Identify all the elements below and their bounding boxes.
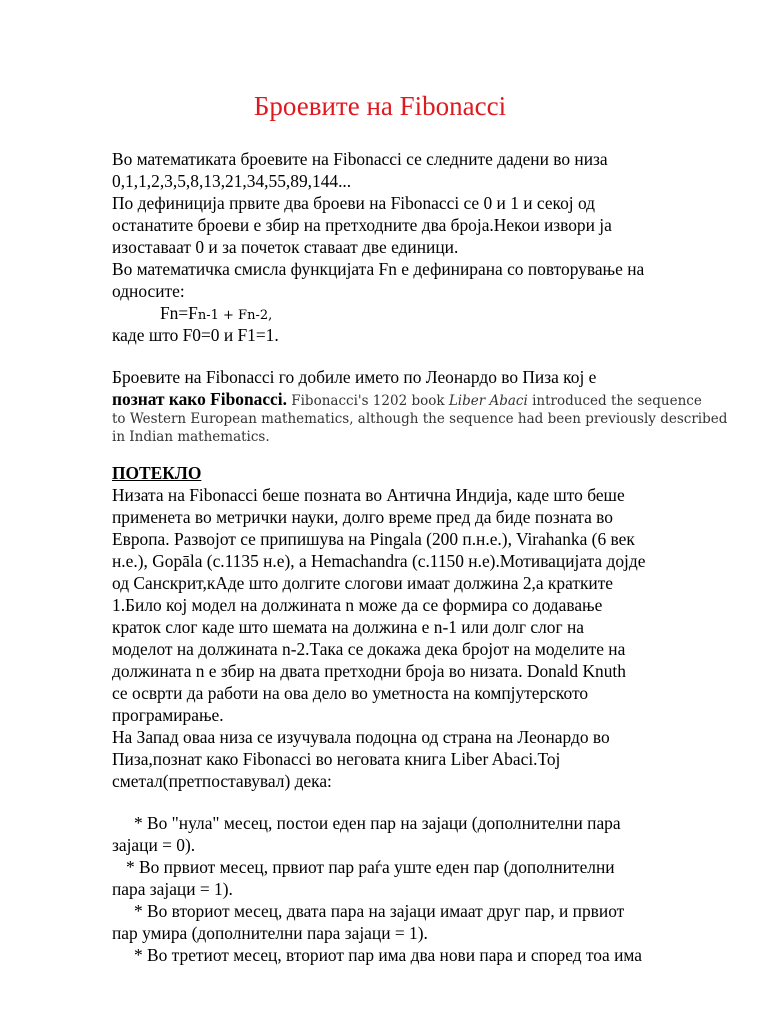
p1-line-1: Во математиката броевите на Fibonacci се следните дадени во низа (112, 149, 608, 169)
formula-part-c: n-2, (247, 308, 273, 323)
formula-part-b: n-1 + F (197, 308, 248, 323)
formula-part-a: Fn=F (160, 303, 198, 323)
p3-line: На Запад оваа низа се изучувала подоцна од страна на Леонардо во (112, 727, 610, 747)
p2-line-4: in Indian mathematics. (112, 429, 270, 445)
p2-line-2 (112, 388, 702, 410)
section-heading: ПОТЕКЛО (112, 463, 202, 483)
p3-line: од Санскрит,кАде што долгите слогови имаат должина 2,а кратките (112, 573, 614, 593)
p1-line-3: По дефиниција првите два броеви на Fibonacci се 0 и 1 и секој од (112, 193, 596, 213)
bullet-3-line-2: пар умира (дополнителни пара зајаци = 1). (112, 923, 428, 943)
document-title: Броевите на Fibonacci (253, 91, 507, 121)
p3-line: краток слог каде што шемата на должина е n-1 или долг слог на (112, 617, 584, 637)
p1-line-7: односите: (112, 281, 185, 301)
p3-line: Низата на Fibonacci беше позната во Антична Индија, каде што беше (112, 485, 625, 505)
p1-line-2: 0,1,1,2,3,5,8,13,21,34,55,89,144... (112, 171, 352, 191)
p3-line: програмирање. (112, 705, 224, 725)
p2-small-text-b: introduced the sequence (527, 393, 702, 409)
document-body (112, 148, 728, 966)
bullet-1-line-1: * Во "нула" месец, постои еден пар на зајаци (дополнителни пара (134, 813, 621, 833)
p2-line-1: Броевите на Fibonacci го добиле името по Леонардо во Пиза кој е (112, 367, 597, 387)
p2-line-3: to Western European mathematics, although the sequence had been previously described (112, 411, 728, 427)
bullet-4-line-1: * Во третиот месец, вториот пар има два нови пара и според тоа има (134, 945, 642, 965)
bullet-1-line-2: зајаци = 0). (112, 835, 196, 855)
p3-line: должината n е збир на двата претходни броја во низата. Donald Knuth (112, 661, 626, 681)
formula-where: каде што F0=0 и F1=1. (112, 325, 279, 345)
p3-line: моделот на должината n-2.Така се докажа дека бројот на моделите на (112, 639, 626, 659)
p1-line-6: Во математичка смисла функцијата Fn е дефинирана со повторување на (112, 259, 645, 279)
fibonacci-formula (112, 302, 672, 324)
p2-small-text-a: Fibonacci's 1202 book (286, 393, 449, 409)
p1-line-4: останатите броеви е збир на претходните два броја.Некои извори ја (112, 215, 612, 235)
p2-book-title: Liber Abaci (448, 393, 528, 409)
p3-line: сметал(претпоставувал) дека: (112, 771, 332, 791)
p3-line: н.е.), Gopāla (c.1135 н.е), а Hemachandra (c.1150 н.е).Мотивацијата дојде (112, 551, 646, 571)
p3-line: Европа. Развојот се припишува на Pingala (200 п.н.е.), Virahanka (6 век (112, 529, 635, 549)
bullet-2-line-1: * Во првиот месец, првиот пар раѓа уште еден пар (дополнителни (126, 857, 615, 877)
p3-line: применета во метрички науки, долго време пред да биде позната во (112, 507, 613, 527)
p3-line: 1.Било кој модел на должината n може да се формира со додавање (112, 595, 603, 615)
p1-line-5: изоставаат 0 и за почеток ставаат две единици. (112, 237, 459, 257)
bullet-3-line-1: * Во вториот месец, двата пара на зајаци имаат друг пар, и првиот (134, 901, 625, 921)
p3-line: се осврти да работи на ова дело во уметноста на компјутерското (112, 683, 589, 703)
bullet-2-line-2: пара зајаци = 1). (112, 879, 233, 899)
p3-line: Пиза,познат како Fibonacci во неговата книга Liber Abaci.Тој (112, 749, 561, 769)
p2-bold-text: познат како Fibonacci. (112, 389, 287, 409)
